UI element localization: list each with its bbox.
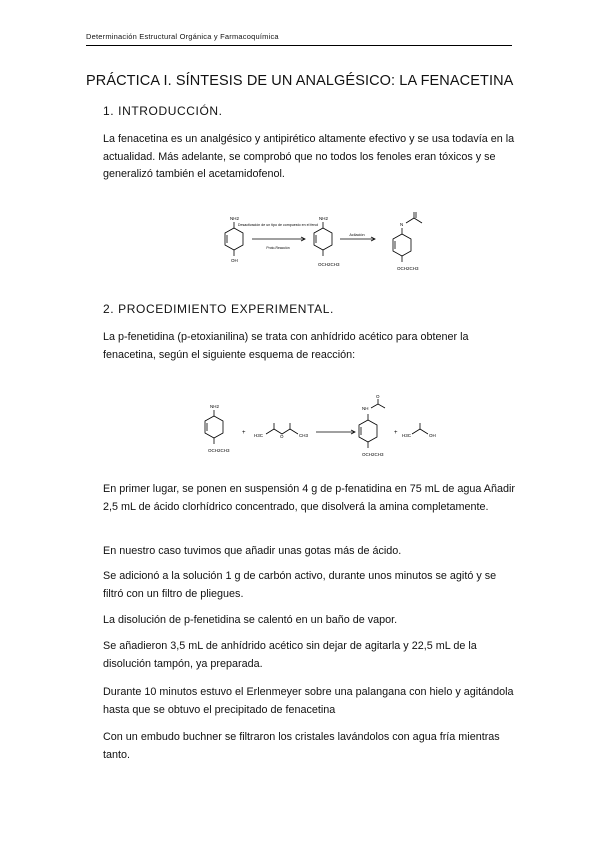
header-divider [86,45,512,46]
reaction-scheme-2 [200,396,440,462]
amide-n-label: N [400,222,404,227]
oxygen-label: O [280,434,284,439]
plus-sign-1: + [242,430,246,436]
amide-nh-label: NH [362,406,369,411]
plus-sign-2: + [394,430,398,436]
step-5-paragraph: Se añadieron 3,5 mL de anhídrido acético sin dejar de agitarla y 22,5 mL de la disolución tampón, ya preparada. [103,640,477,670]
step-7-paragraph: Con un embudo buchner se filtraron los cristales lavándolos con agua fría mientras tanto. [103,731,500,761]
amine-label-2: NH2 [319,216,329,221]
hydroxyl-label: OH [231,258,238,263]
methyl-label-1: H3C [254,433,264,438]
step-1-paragraph: En primer lugar, se ponen en suspensión 4 g de p-fenatidina en 75 mL de agua Añadir 2,5 mL de ácido clorhídrico concentrado, que disolverá la amina completamente. [103,483,515,513]
arrow-1-label: Desactivación de un tipo de compuesto en el fenol [237,223,319,227]
step-6-paragraph: Durante 10 minutos estuvo el Erlenmeyer sobre una palangana con hielo y agitándola hasta que se obtuvo el precipitado de fenacetina [103,686,514,716]
ethoxy-label: OCH2CH3 [318,262,340,267]
step-3-paragraph: Se adicionó a la solución 1 g de carbón activo, durante unos minutos se agitó y se filtró con un filtro de pliegues. [103,570,497,600]
step-2-paragraph: En nuestro caso tuvimos que añadir unas gotas más de ácido. [103,545,402,557]
ethoxy-label-3: OCH2CH3 [208,448,230,453]
amine-label-3: NH2 [210,404,220,409]
methyl-label-3: H3C [402,433,412,438]
section-heading-intro: 1. INTRODUCCIÓN. [103,104,223,118]
methyl-label-2: CH3 [299,433,309,438]
benzene-ring-reactant [205,416,223,438]
carbonyl-o-label: O [376,394,380,399]
benzene-ring-phenol [225,228,243,250]
benzene-ring-phenetidine [314,228,332,250]
section-heading-procedure: 2. PROCEDIMIENTO EXPERIMENTAL. [103,302,334,316]
ethoxy-label-2: OCH2CH3 [397,266,419,271]
step-4-paragraph: La disolución de p-fenetidina se calentó en un baño de vapor. [103,614,398,626]
arrow-1-sublabel: Proto-Reacción [266,246,290,250]
intro-paragraph: La fenacetina es un analgésico y antipirético altamente efectivo y se usa todavía en la actualidad. Más adelante, se comprobó que no todos los fenoles eran tóxicos y se generalizó también el acetamidofenol. [103,133,515,180]
reaction-scheme-1 [210,212,460,274]
benzene-ring-product [359,420,377,442]
amine-label: NH2 [230,216,240,221]
arrow-2-label: Acilación [349,233,365,237]
acetic-acid [412,429,428,434]
ethoxy-label-4: OCH2CH3 [362,452,384,457]
hydroxyl-label-2: OH [429,433,436,438]
benzene-ring-phenacetin [393,234,411,256]
running-header: Determinación Estructural Orgánica y Farmacoquímica [86,32,279,41]
procedure-intro-paragraph: La p-fenetidina (p-etoxianilina) se trata con anhídrido acético para obtener la fenacetina, según el siguiente esquema de reacción: [103,331,469,361]
page-title: PRÁCTICA I. SÍNTESIS DE UN ANALGÉSICO: LA FENACETINA [86,73,514,89]
